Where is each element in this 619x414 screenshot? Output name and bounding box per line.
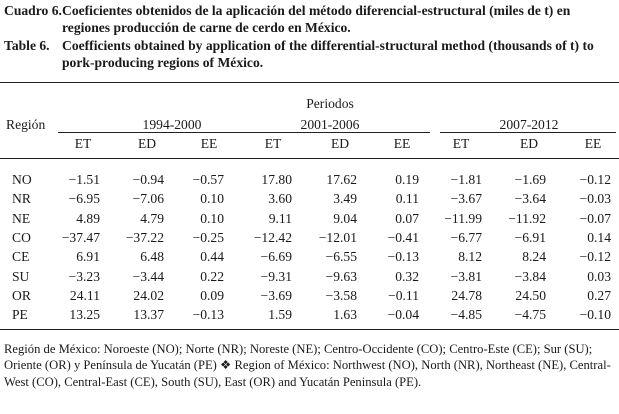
- table-cell: 24.78: [451, 287, 482, 303]
- footnote: Región de México: Noroeste (NO); Norte (NR); Noreste (NE); Centro-Occidente (CO); Centro-Este (CE); Sur (SU); Oriente (OR) y Península de Yucatán (PE) ❖ Region of México: Northwest (NO), North (NR), Northeast (NE), Central-West (CO), Central-East (CE), South (SU), East (OR) and Yucatán Peninsula (PE).: [4, 342, 611, 389]
- table-cell: 0.03: [587, 268, 611, 284]
- row-region-label: NE: [12, 210, 31, 226]
- table-cell: −9.63: [325, 268, 357, 284]
- table-cell: −9.31: [260, 268, 292, 284]
- subheader-ed-2: ED: [330, 136, 350, 151]
- table-cell: −0.13: [387, 249, 419, 265]
- period-header-3: 2007-2012: [499, 117, 559, 132]
- subheader-et-2: ET: [264, 136, 282, 151]
- period-header-1: 1994-2000: [142, 117, 202, 132]
- row-region-label: OR: [12, 287, 31, 303]
- table-cell: 13.37: [133, 307, 164, 323]
- row-region-label: CE: [12, 249, 30, 265]
- caption-spanish-text: Coeficientes obtenidos de la aplicación del método diferencial-estructural (miles de t) en regiones producción de carne de cerdo en México.: [62, 3, 571, 35]
- row-region-label: PE: [12, 307, 28, 323]
- period-rule-1: [58, 132, 250, 133]
- table-cell: −6.69: [260, 249, 292, 265]
- table-cell: 17.80: [261, 172, 292, 187]
- subheader-ed-1: ED: [137, 136, 157, 151]
- table-cell: 6.48: [140, 249, 164, 265]
- table-cell: −11.99: [444, 210, 482, 226]
- table-cell: −4.85: [450, 307, 482, 323]
- subheader-ee-2: EE: [393, 136, 411, 151]
- table-cell: −3.69: [260, 287, 292, 303]
- table-top-rule: [0, 82, 619, 83]
- table-cell: −3.58: [325, 287, 357, 303]
- table-cell: −0.11: [388, 287, 419, 303]
- table-cell: −11.92: [508, 210, 546, 226]
- period-header-2: 2001-2006: [300, 117, 360, 132]
- caption-spanish: [4, 3, 616, 36]
- table-cell: −0.12: [579, 172, 611, 187]
- subheader-et-3: ET: [452, 136, 470, 151]
- table-cell: −0.03: [579, 191, 611, 207]
- table-cell: 13.25: [69, 307, 100, 323]
- table-cell: −12.01: [318, 229, 357, 245]
- table-cell: 3.49: [333, 191, 357, 207]
- table-cell: −0.57: [192, 172, 224, 187]
- table-cell: −12.42: [253, 229, 292, 245]
- region-header: Región: [6, 117, 46, 132]
- header-bottom-rule: [0, 158, 619, 159]
- table-cell: 9.04: [333, 210, 357, 226]
- table-cell: −0.12: [579, 249, 611, 265]
- table-cell: −37.22: [125, 229, 164, 245]
- table-cell: 6.91: [76, 249, 100, 265]
- table-cell: 0.27: [587, 287, 611, 303]
- period-rule-2: [250, 132, 430, 133]
- periods-header: Periodos: [306, 96, 354, 111]
- table-cell: 24.50: [515, 287, 546, 303]
- row-region-label: SU: [12, 268, 30, 284]
- table-cell: 0.32: [395, 268, 419, 284]
- table-cell: 0.19: [395, 172, 419, 187]
- table-cell: −0.13: [192, 307, 224, 323]
- table-cell: 4.79: [140, 210, 164, 226]
- table-cell: −6.91: [514, 229, 546, 245]
- caption-english-label: Table 6.: [4, 38, 50, 53]
- row-region-label: CO: [12, 229, 31, 245]
- table-cell: 8.24: [522, 249, 546, 265]
- subheader-et-1: ET: [74, 136, 92, 151]
- table-cell: −7.06: [132, 191, 164, 207]
- table-cell: −4.75: [514, 307, 546, 323]
- table-cell: −0.94: [132, 172, 164, 187]
- table-cell: −3.67: [450, 191, 482, 207]
- table-cell: −37.47: [61, 229, 100, 245]
- caption-english: [4, 38, 616, 71]
- table-cell: −6.55: [325, 249, 357, 265]
- table-cell: 24.02: [133, 287, 164, 303]
- table-cell: −1.51: [68, 172, 100, 187]
- subheader-ee-3: EE: [584, 136, 602, 151]
- table-cell: 4.89: [76, 210, 100, 226]
- table-cell: −6.95: [68, 191, 100, 207]
- table-cell: 0.10: [200, 210, 224, 226]
- subheader-ed-3: ED: [519, 136, 539, 151]
- table-bottom-rule: [0, 329, 619, 330]
- table-cell: 0.09: [200, 287, 224, 303]
- table-cell: −3.64: [514, 191, 546, 207]
- table-cell: 8.12: [458, 249, 482, 265]
- table-cell: −1.81: [450, 172, 482, 187]
- table-cell: −0.04: [387, 307, 419, 323]
- table-cell: −3.84: [514, 268, 546, 284]
- row-region-label: NR: [12, 191, 31, 207]
- table-cell: −1.69: [514, 172, 546, 187]
- table-cell: 1.59: [268, 307, 292, 323]
- table-cell: 24.11: [69, 287, 100, 303]
- table-cell: −3.44: [132, 268, 164, 284]
- table-cell: −6.77: [450, 229, 482, 245]
- table-cell: 17.62: [326, 172, 357, 187]
- table-cell: 0.14: [587, 229, 611, 245]
- table-cell: 1.63: [333, 307, 357, 323]
- table-cell: 0.22: [200, 268, 224, 284]
- table-cell: 0.44: [200, 249, 224, 265]
- table-cell: −3.81: [450, 268, 482, 284]
- table-cell: 0.07: [395, 210, 419, 226]
- table-cell: −0.10: [579, 307, 611, 323]
- table-cell: 9.11: [268, 210, 292, 226]
- table-cell: −0.07: [579, 210, 611, 226]
- table-cell: −3.23: [68, 268, 100, 284]
- subheader-ee-1: EE: [200, 136, 218, 151]
- caption-spanish-label: Cuadro 6.: [4, 3, 62, 18]
- table-cell: −0.41: [387, 229, 419, 245]
- table-cell: 3.60: [268, 191, 292, 207]
- table-cell: −0.25: [192, 229, 224, 245]
- table-cell: 0.11: [395, 191, 419, 207]
- period-rule-3: [440, 132, 616, 133]
- row-region-label: NO: [12, 172, 32, 187]
- table-cell: 0.10: [200, 191, 224, 207]
- caption-english-text: Coefficients obtained by application of the differential-structural method (thousands of t) to pork-producing regions of México.: [62, 38, 594, 70]
